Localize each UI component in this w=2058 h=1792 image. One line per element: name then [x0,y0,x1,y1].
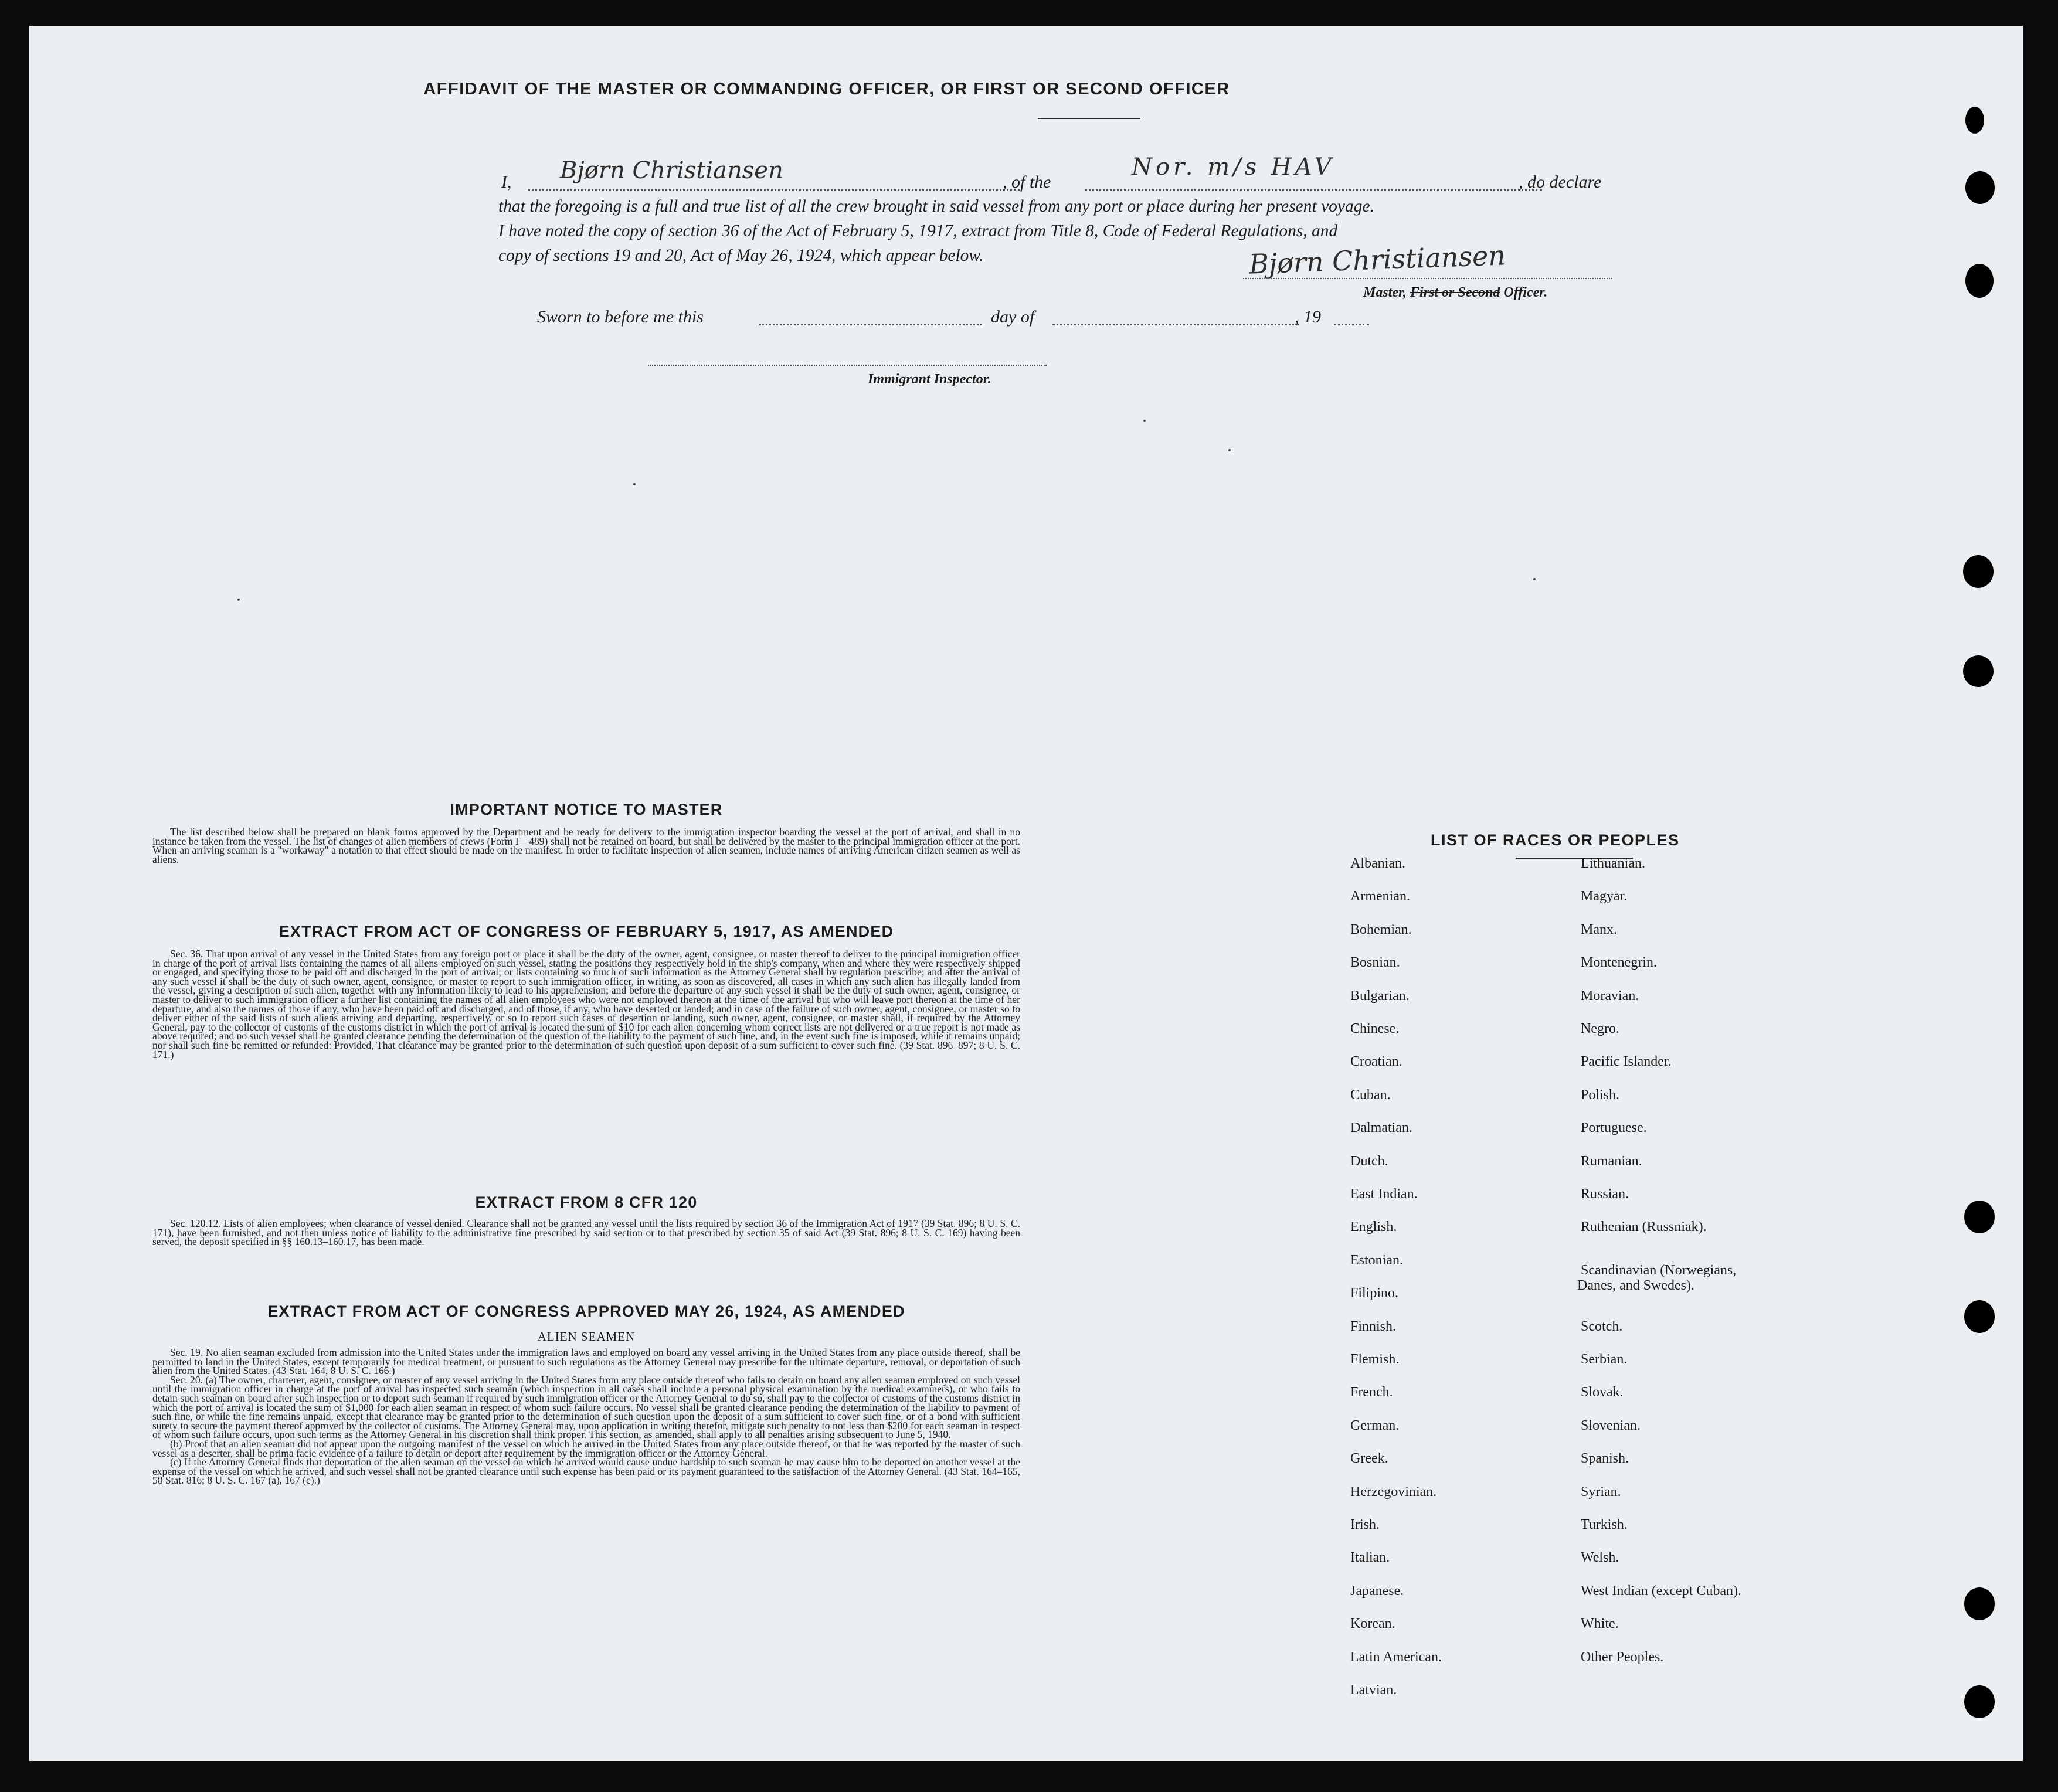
race-item: Russian. [1581,1186,1629,1202]
race-item: Filipino. [1350,1286,1399,1301]
race-item: Herzegovinian. [1350,1484,1437,1499]
signature-line [1243,278,1612,279]
punch-hole [1965,171,1995,204]
race-item: Rumanian. [1581,1153,1642,1169]
race-item: Irish. [1350,1517,1380,1532]
race-item: Turkish. [1581,1517,1628,1532]
race-item: Other Peoples. [1581,1649,1664,1665]
race-item: Danes, and Swedes). [1577,1277,1694,1293]
races-title: LIST OF RACES OR PEOPLES [1431,831,1680,849]
race-item: Ruthenian (Russniak). [1581,1219,1707,1235]
year-label: , 19 [1295,307,1321,327]
race-item: Portuguese. [1581,1120,1647,1136]
race-item: Bohemian. [1350,921,1412,937]
race-item: Scotch. [1581,1318,1623,1334]
notice-text: The list described below shall be prepared on blank forms approved by the Department and be ready for delivery to the immigration inspector boarding the vessel at the port of arrival, and shall in no instance be taken from the vessel. The list of changes of alien members of crews (Form I—489) shall not be retained on board, but shall be delivered by the master to the principal immigration officer at the port. When an arriving seaman is a "workaway" a notation to that effect should be made on the manifest. In order to facilitate inspection of alien seamen, include names of arriving American citizen seamen as well as aliens. [152,826,1020,865]
race-item: Manx. [1581,921,1617,937]
day-of-label: day of [991,307,1035,327]
race-item: English. [1350,1219,1397,1235]
punch-hole [1964,1201,1995,1233]
sec-20a: Sec. 20. (a) The owner, charterer, agent, consignee, or master of any vessel arriving in the United States from any place outside thereof who fails to detain on board any alien seaman employed on such vessel until the immigration officer in charge at the port of arrival has inspected such seaman (which inspection in all cases shall include a personal physical examination by the medical examiners), or who fails to detain such seaman on board after such inspection or to deport such seaman if required by such immigration officer or the Attorney General to do so, shall pay to the collector of customs of the customs district in which the port of arrival is located the sum of $1,000 for each alien seaman in respect of whom such failure occurs. No vessel shall be granted clearance pending the determination of the liability to payment of such fine, or while the fine remains unpaid, except that clearance may be granted prior to the determination of such question upon the deposit of a sum sufficient to cover such fine, or of a bond with sufficient surety to secure the payment thereof approved by the collector of customs. The Attorney General may, upon application in writing therefor, mitigate such penalty to not less than $200 for each seaman in respect of whom such failure occurs, upon such terms as the Attorney General in his discretion shall think proper. This section, as amended, shall apply to all penalties arising subsequent to June 5, 1940. [152,1373,1020,1441]
race-item: Magyar. [1581,889,1628,904]
punch-hole [1963,655,1994,687]
race-item: Finnish. [1350,1318,1397,1334]
sec-20b: (b) Proof that an alien seaman did not appear upon the outgoing manifest of the vessel on which he arrived in the United States from any place outside thereof, or that he was reported by the master of such vessel as a deserter, shall be prima facie evidence of a failure to detain or deport after requirement by the immigration officer or the Attorney General. [152,1437,1020,1459]
race-item: Montenegrin. [1581,955,1657,971]
sec-20c: (c) If the Attorney General finds that deportation of the alien seaman on the vessel on which he arrived would cause undue hardship to such seaman he may cause him to be deported on another vessel at the expense of the vessel on which he arrived, and such vessel shall not be granted clearance until such expense has been paid or its payment guaranteed to the satisfaction of the Attorney General. (43 Stat. 164–165, 58 Stat. 816; 8 U. S. C. 167 (a), 167 (c).) [152,1456,1020,1487]
document-page [29,26,2023,1761]
race-item: Italian. [1350,1550,1390,1566]
race-item: Japanese. [1350,1583,1404,1599]
race-item: Spanish. [1581,1451,1629,1467]
handwritten-name: Bjørn Christiansen [560,157,783,184]
punch-hole [1963,555,1994,588]
do-declare-label: , do declare [1519,172,1602,192]
sworn-month-line [1052,324,1299,325]
affidavit-line-1: that the foregoing is a full and true list of all the crew brought in said vessel from any port or place during her present voyage. [498,197,1374,216]
race-item: Dalmatian. [1350,1120,1412,1136]
race-item: Dutch. [1350,1153,1388,1169]
punch-hole [1964,1587,1995,1620]
race-item: Negro. [1581,1021,1619,1036]
punch-hole [1965,107,1984,134]
race-item: French. [1350,1385,1393,1400]
scan-speck [1533,578,1536,580]
race-item: Latin American. [1350,1649,1442,1665]
affidavit-line-2: I have noted the copy of section 36 of the Act of February 5, 1917, extract from Title 8, Code of Federal Regulations, and [498,222,1338,240]
title-rule [1038,118,1140,119]
punch-hole [1965,264,1994,298]
extract-1924-title: EXTRACT FROM ACT OF CONGRESS APPROVED MAY 26, 1924, AS AMENDED [267,1303,905,1320]
inspector-label: Immigrant Inspector. [868,372,991,387]
affidavit-line-3: copy of sections 19 and 20, Act of May 26, 1924, which appear below. [498,246,984,265]
race-item: German. [1350,1417,1400,1433]
alien-seamen-subtitle: ALIEN SEAMEN [537,1329,636,1344]
race-item: Greek. [1350,1451,1388,1467]
race-item: Bulgarian. [1350,988,1410,1004]
inspector-line [648,365,1047,366]
extract-1917-text: Sec. 36. That upon arrival of any vessel in the United States from any foreign port or place it shall be the duty of the owner, agent, consignee, or master thereof to deliver to the principal immigration officer in charge of the port of arrival lists containing the names of all aliens employed on such vessel, stating the positions they respectively hold in the ship's company, when and where they were respectively shipped or engaged, and specifying those to be paid off and discharged in the port of arrival; or lists containing so much of such information as the Attorney General shall by regulation prescribe; and after the arrival of any such vessel it shall be the duty of such owner, agent, consignee, or master to report to such immigration officer, in writing, as soon as discovered, all cases in which any such alien has illegally landed from the vessel, giving a description of such alien, together with any information likely to lead to his apprehension; and before the departure of any such vessel it shall be the duty of such owner, agent, consignee, or master to deliver to such immigration officer a further list containing the names of all alien employees who were not employed thereon at the time of the arrival but who will leave port thereon at the time of her departure, and also the names of those if any, who have been paid off and discharged, and of those, if any, who have deserted or landed; and in case of the failure of such owner, agent, consignee, or master so to deliver either of the said lists of such aliens arriving and departing, respectively, or so to report such cases of desertion or landing, such owner, agent, consignee, or master shall, if required by the Attorney General, pay to the collector of customs of the customs district in which the port of arrival is located the sum of $10 for each alien concerning whom correct lists are not delivered or a true report is not made as above required; and no such vessel shall be granted clearance pending the determination of the question of the liability to the payment of such fine, and, in the event such fine is imposed, while it remains unpaid; nor shall such fine be remitted or refunded: Provided, That clearance may be granted prior to the determination of such question upon deposit of a sum sufficient to cover such fine. (39 Stat. 896–897; 8 U. S. C. 171.) [152,948,1020,1060]
race-item: Croatian. [1350,1054,1402,1070]
affidavit-title: AFFIDAVIT OF THE MASTER OR COMMANDING OFFICER, OR FIRST OR SECOND OFFICER [423,80,1230,98]
race-item: Serbian. [1581,1352,1628,1367]
race-item: Flemish. [1350,1352,1400,1367]
punch-hole [1964,1300,1995,1333]
race-item: Chinese. [1350,1021,1400,1036]
race-item: Cuban. [1350,1087,1391,1103]
extract-cfr-title: EXTRACT FROM 8 CFR 120 [475,1193,698,1211]
race-item: Moravian. [1581,988,1639,1004]
scan-speck [1143,420,1146,422]
extract-1917-title: EXTRACT FROM ACT OF CONGRESS OF FEBRUARY 5, 1917, AS AMENDED [279,923,894,940]
race-item: Polish. [1581,1087,1620,1103]
handwritten-vessel: Nor. m/s HAV [1132,154,1335,181]
i-label: I, [501,172,512,192]
extract-1924-text [152,1348,1020,1485]
race-item: Estonian. [1350,1252,1403,1268]
race-item: Welsh. [1581,1550,1619,1566]
extract-cfr-text: Sec. 120.12. Lists of alien employees; when clearance of vessel denied. Clearance shall not be granted any vessel until the lists required by section 36 of the Immigration Act of 1917 (39 Stat. 896; 8 U. S. C. 171), have been furnished, and not then unless notice of liability to the administrative fine prescribed by said section or to that prescribed by section 35 of said Act (39 Stat. 896; 8 U. S. C. 169) having been served, the deposit specified in §§ 160.13–160.17, has been made. [152,1218,1020,1248]
race-item: White. [1581,1616,1619,1632]
race-item: Slovak. [1581,1385,1624,1400]
race-item: Latvian. [1350,1682,1397,1698]
race-item: Armenian. [1350,889,1410,904]
race-item: Scandinavian (Norwegians, [1581,1262,1737,1278]
sworn-day-line [759,324,982,325]
sec-19: Sec. 19. No alien seaman excluded from admission into the United States under the immigration laws and employed on board any vessel arriving in the United States from any place outside thereof, shall be permitted to land in the United States, except temporarily for medical treatment, or pursuant to such regulations as the Attorney General may prescribe for the ultimate departure, removal, or deportation of such alien from the United States. (43 Stat. 164, 8 U. S. C. 166.) [152,1346,1020,1377]
race-item: Syrian. [1581,1484,1621,1499]
handwritten-signature: Bjørn Christiansen [1248,239,1506,280]
race-item: Albanian. [1350,856,1405,871]
sworn-year-line [1334,324,1369,325]
signature-label: Master, First or Second Officer. [1363,285,1548,300]
race-item: Pacific Islander. [1581,1054,1672,1070]
race-item: East Indian. [1350,1186,1418,1202]
sworn-label: Sworn to before me this [537,307,704,327]
scan-speck [1228,449,1231,451]
name-line [528,189,1020,191]
race-item: Lithuanian. [1581,856,1645,871]
punch-hole [1964,1685,1995,1718]
vessel-line [1085,189,1542,191]
scan-speck [237,599,240,601]
race-item: Korean. [1350,1616,1395,1632]
race-item: Bosnian. [1350,955,1400,971]
notice-title: IMPORTANT NOTICE TO MASTER [450,801,723,818]
race-item: Slovenian. [1581,1417,1641,1433]
race-item: West Indian (except Cuban). [1581,1583,1741,1599]
scan-speck [633,483,636,485]
of-the-label: , of the [1003,172,1051,192]
